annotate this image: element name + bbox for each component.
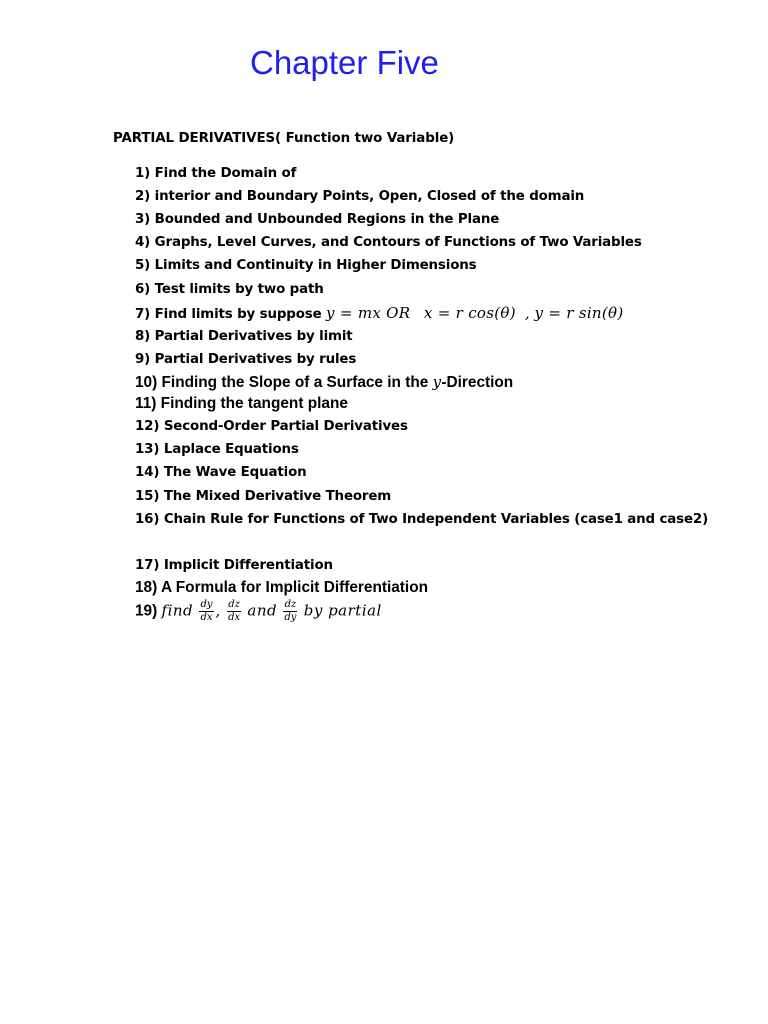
list-item-19 (135, 599, 382, 624)
fraction-dz-dx-numerator: dz (228, 599, 240, 610)
equation-y-mx: y = mx OR (326, 304, 411, 322)
fraction-dz-dy-denominator: dy (284, 612, 297, 623)
list-item-4: 4) Graphs, Level Curves, and Contours of Functions of Two Variables (135, 235, 642, 250)
fraction-dz-dx-denominator: dx (228, 612, 241, 623)
fraction-comma: , (215, 601, 221, 620)
list-item-16: 16) Chain Rule for Functions of Two Independent Variables (case1 and case2) (135, 512, 709, 527)
list-item-5: 5) Limits and Continuity in Higher Dimensions (135, 258, 477, 273)
list-item-2: 2) interior and Boundary Points, Open, Closed of the domain (135, 189, 585, 204)
equation-y-rsin: y = r sin(θ) (534, 304, 624, 322)
fraction-dz-dx (227, 599, 241, 624)
equation-separator: , (524, 304, 530, 322)
list-item-6: 6) Test limits by two path (135, 282, 324, 297)
list-item-11: 11) Finding the tangent plane (135, 395, 348, 412)
fraction-dz-dy-numerator: dz (284, 599, 297, 610)
list-item-15: 15) The Mixed Derivative Theorem (135, 489, 392, 504)
list-item-10 (135, 373, 513, 392)
list-item-19-number: 19) (135, 602, 158, 620)
fraction-dy-dx (199, 599, 213, 624)
list-item-8: 8) Partial Derivatives by limit (135, 329, 353, 344)
word-and: and (247, 601, 278, 620)
list-item-12: 12) Second-Order Partial Derivatives (135, 419, 408, 434)
list-item-7-text: 7) Find limits by suppose (135, 307, 322, 322)
word-find: find (161, 601, 194, 620)
list-item-10-pre: 10) Finding the Slope of a Surface in the (135, 374, 433, 391)
equation-x-rcos: x = r cos(θ) (423, 304, 516, 322)
list-item-7 (135, 304, 624, 324)
chapter-title: Chapter Five (250, 44, 439, 81)
fraction-dy-dx-numerator: dy (200, 599, 213, 610)
list-item-18: 18) A Formula for Implicit Differentiation (135, 579, 429, 596)
section-subtitle: PARTIAL DERIVATIVES( Function two Variable) (113, 131, 455, 146)
list-item-3: 3) Bounded and Unbounded Regions in the Plane (135, 212, 500, 227)
words-by-partial: by partial (303, 601, 382, 620)
list-item-14: 14) The Wave Equation (135, 465, 307, 480)
list-item-10-var: y (432, 373, 442, 391)
list-item-9: 9) Partial Derivatives by rules (135, 352, 357, 367)
fraction-dz-dy (283, 599, 297, 624)
fraction-dy-dx-denominator: dx (200, 612, 213, 623)
list-item-17: 17) Implicit Differentiation (135, 558, 333, 573)
list-item-10-post: -Direction (441, 374, 514, 391)
list-item-1: 1) Find the Domain of (135, 166, 297, 181)
list-item-13: 13) Laplace Equations (135, 442, 299, 457)
